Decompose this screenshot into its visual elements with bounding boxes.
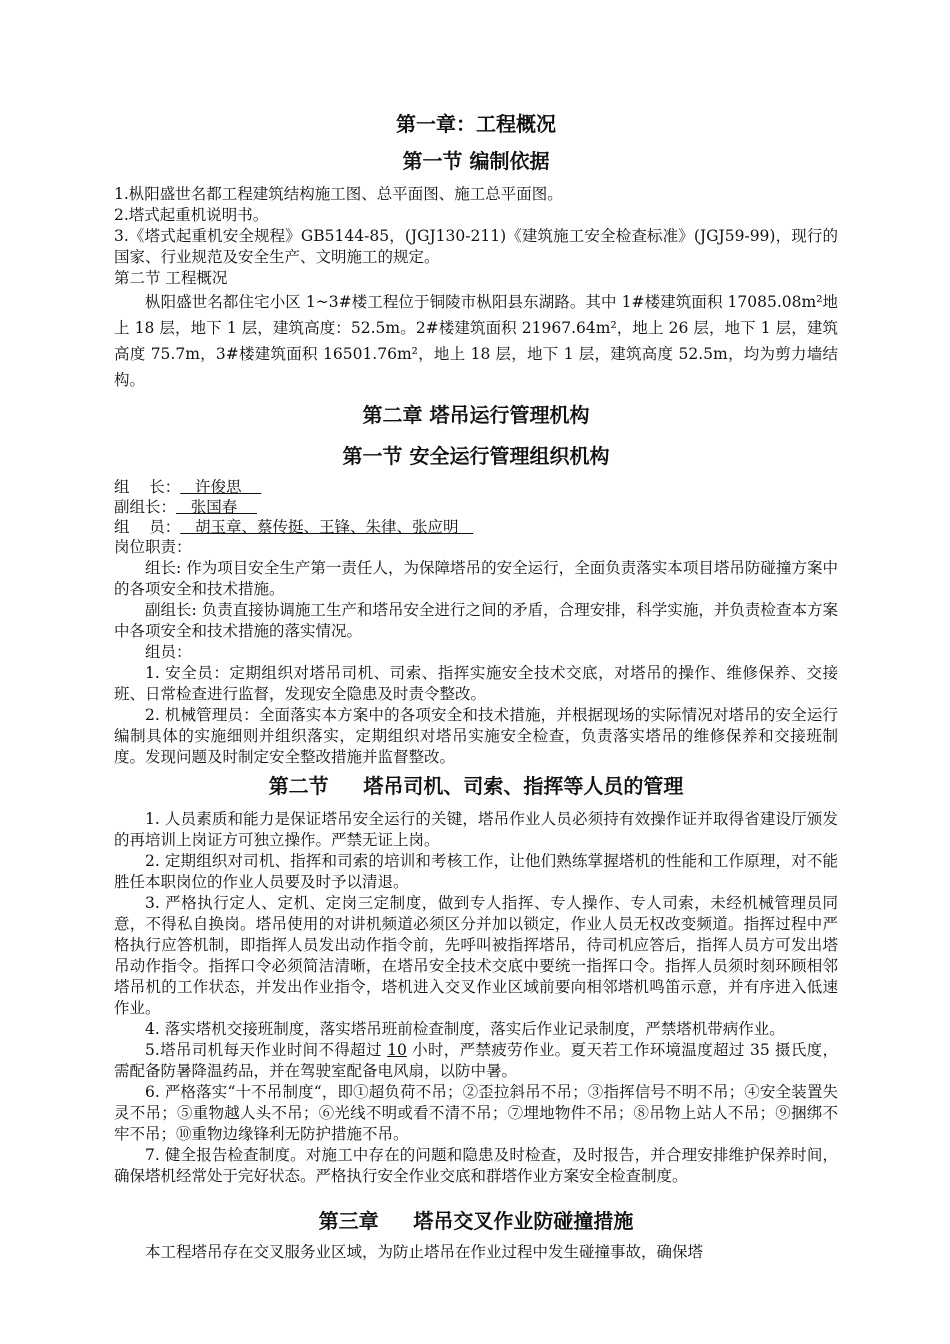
members-label: 组 员： bbox=[114, 518, 181, 536]
chapter-1-title: 第一章：工程概况 bbox=[396, 112, 556, 136]
deputy-label: 副组长： bbox=[114, 498, 177, 516]
personnel-item-7: 7. 健全报告检查制度。对施工中存在的问题和隐患及时检查，及时报告，并合理安排维护保养时间，确保塔机经常处于完好状态。严格执行安全作业交底和群塔作业方案安全检查制度。 bbox=[114, 1146, 838, 1185]
chapter-1-section-1-title: 第一节 编制依据 bbox=[402, 149, 550, 173]
personnel-item-1: 1. 人员素质和能力是保证塔吊安全运行的关键，塔吊作业人员必须持有效操作证并取得省建设厅颁发的再培训上岗证方可独立操作。严禁无证上岗。 bbox=[114, 810, 838, 849]
personnel-item-5 bbox=[114, 1040, 838, 1082]
project-overview: 枞阳盛世名都住宅小区 1~3#楼工程位于铜陵市枞阳县东湖路。其中 1#楼建筑面积 17085.08m²地上 18 层，地下 1 层，建筑高度：52.5m。2#楼建筑面积 21967.64m²，地上 26 层，地下 1 层，建筑高度 75.7m，3#楼建筑面积 16501.76m²，地上 18 层，地下 1 层，建筑高度 52.5m，均为剪力墙结构。 bbox=[114, 293, 838, 389]
personnel-item-3: 3. 严格执行定人、定机、定岗三定制度，做到专人指挥、专人操作、专人司索，未经机械管理员同意，不得私自换岗。塔吊使用的对讲机频道必须区分并加以锁定，作业人员无权改变频道。指挥过程中严格执行应答机制，即指挥人员发出动作指令前，先呼叫被指挥塔吊，待司机应答后，指挥人员方可发出塔吊动作指令。指挥口令必须简洁清晰，在塔吊安全技术交底中要统一指挥口令。指挥人员须时刻环顾相邻塔吊机的工作状态，并发出作业指令，塔机进入交叉作业区域前要向相邻塔机鸣笛示意，并有序进入低速作业。 bbox=[114, 894, 839, 1017]
chapter-3-title: 第三章 塔吊交叉作业防碰撞措施 bbox=[318, 1209, 634, 1233]
duty-member-2: 2. 机械管理员：全面落实本方案中的各项安全和技术措施，并根据现场的实际情况对塔吊的安全运行编制具体的实施细则并组织落实，定期组织对塔吊实施安全检查，负责落实塔吊的维修保养和交接班制度。发现问题及时制定安全整改措施并监督整改。 bbox=[114, 706, 838, 766]
chapter-2-section-2-title: 第二节 塔吊司机、司索、指挥等人员的管理 bbox=[268, 774, 684, 798]
basis-item-1: 1.枞阳盛世名都工程建筑结构施工图、总平面图、施工总平面图。 bbox=[114, 185, 563, 203]
deputy-name: 张国春 bbox=[176, 498, 258, 516]
chapter-1-section-2-title: 第二节 工程概况 bbox=[114, 269, 228, 287]
members-row bbox=[114, 517, 838, 537]
members-names: 胡玉章、蔡传挺、王锋、朱律、张应明 bbox=[180, 518, 474, 536]
duty-member-1: 1. 安全员：定期组织对塔吊司机、司索、指挥实施安全技术交底，对塔吊的操作、维修保养、交接班、日常检查进行监督，发现安全隐患及时责令整改。 bbox=[114, 664, 839, 703]
duty-members-label: 组员： bbox=[145, 643, 192, 661]
leader-label: 组 长： bbox=[114, 478, 181, 496]
document-body bbox=[114, 108, 838, 1263]
personnel-item-2: 2. 定期组织对司机、指挥和司索的培训和考核工作，让他们熟练掌握塔机的性能和工作原理，对不能胜任本职岗位的作业人员要及时予以清退。 bbox=[114, 852, 838, 891]
deputy-row bbox=[114, 497, 838, 517]
basis-item-3: 3.《塔式起重机安全规程》GB5144-85，(JGJ130-211)《建筑施工安全检查标准》(JGJ59-99)，现行的国家、行业规范及安全生产、文明施工的规定。 bbox=[114, 227, 838, 266]
chapter-2-title: 第二章 塔吊运行管理机构 bbox=[362, 403, 590, 427]
duty-deputy: 副组长: 负责直接协调施工生产和塔吊安全进行之间的矛盾，合理安排，科学实施，并负责检查本方案中各项安全和技术措施的落实情况。 bbox=[114, 601, 838, 640]
basis-item-2: 2.塔式起重机说明书。 bbox=[114, 206, 269, 224]
personnel-item-4: 4. 落实塔机交接班制度，落实塔吊班前检查制度，落实后作业记录制度，严禁塔机带病作业。 bbox=[145, 1020, 785, 1038]
chapter-2-section-1-title: 第一节 安全运行管理组织机构 bbox=[342, 444, 610, 468]
duty-leader: 组长: 作为项目安全生产第一责任人，为保障塔吊的安全运行，全面负责落实本项目塔吊防碰撞方案中的各项安全和技术措施。 bbox=[114, 559, 838, 598]
item-5-text-post: 小时，严禁疲劳作业。夏天若工作环境温度超过 35 摄氏度，需配备防暑降温药品，并在驾驶室配备电风扇，以防中暑。 bbox=[114, 1041, 838, 1080]
personnel-item-6: 6. 严格落实“十不吊制度“，即①超负荷不吊；②歪拉斜吊不吊；③指挥信号不明不吊；④安全装置失灵不吊；⑤重物越人头不吊；⑥光线不明或看不清不吊；⑦埋地物件不吊；⑧吊物上站人不吊；⑨捆绑不牢不吊；⑩重物边缘锋利无防护措施不吊。 bbox=[114, 1083, 838, 1143]
chapter-3-intro: 本工程塔吊存在交叉服务业区域，为防止塔吊在作业过程中发生碰撞事故，确保塔 bbox=[145, 1243, 704, 1261]
duties-label: 岗位职责： bbox=[114, 538, 192, 556]
leader-name: 许俊思 bbox=[180, 478, 262, 496]
leader-row bbox=[114, 477, 838, 497]
item-5-text-pre: 5.塔吊司机每天作业时间不得超过 bbox=[145, 1041, 388, 1059]
item-5-hours: 10 bbox=[387, 1041, 407, 1059]
